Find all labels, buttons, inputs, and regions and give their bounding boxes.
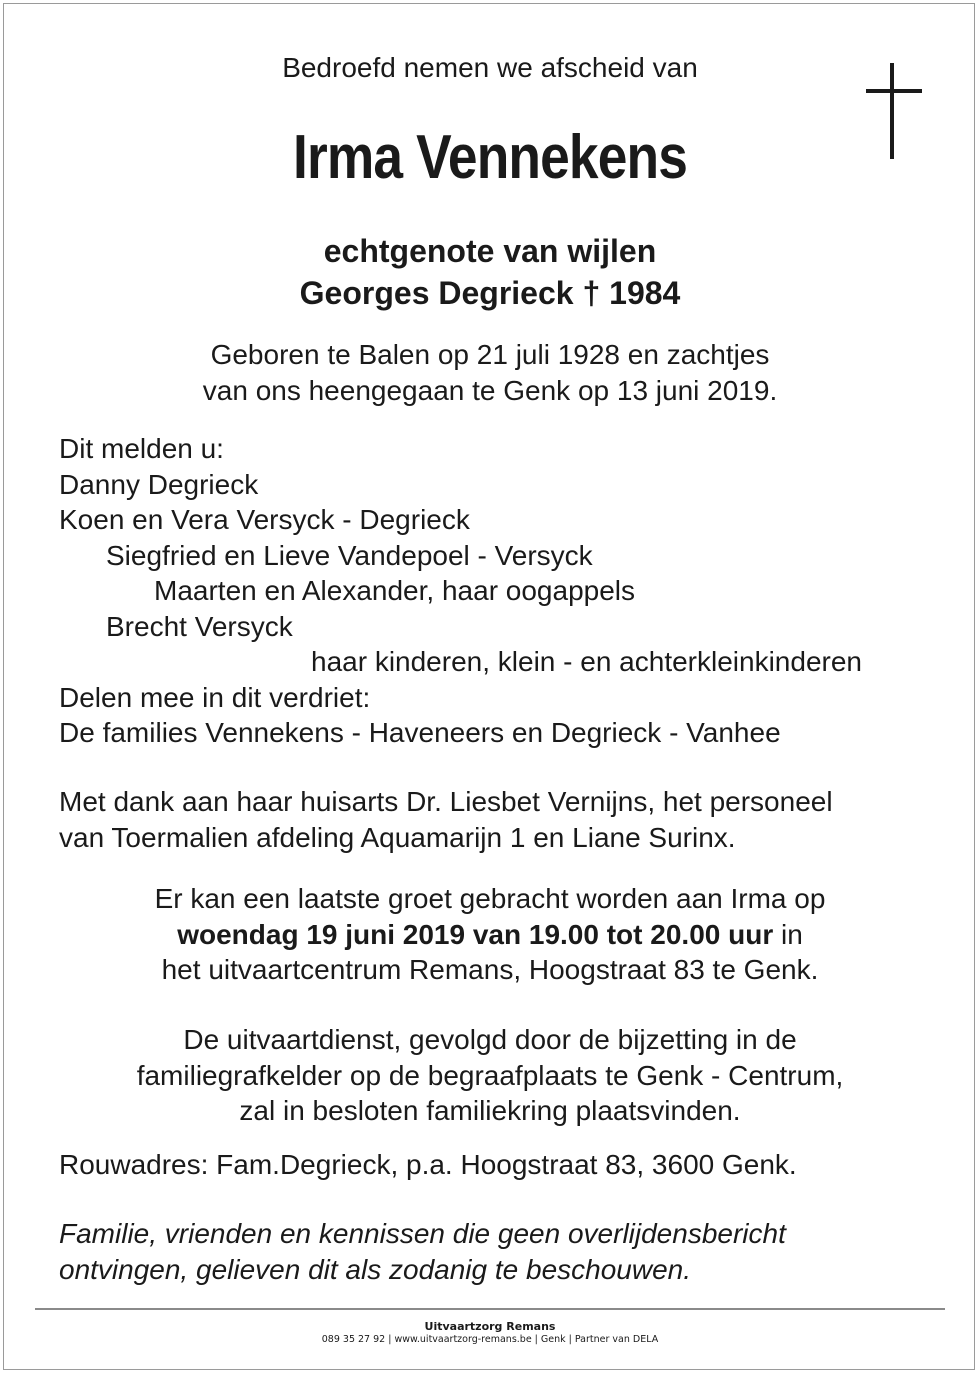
service-block [0, 1022, 980, 1129]
visit-line-3: het uitvaartcentrum Remans, Hoogstraat 83 te Genk. [161, 954, 819, 985]
mourning-address: Rouwadres: Fam.Degrieck, p.a. Hoogstraat 83, 3600 Genk. [59, 1149, 797, 1180]
announcers-heading: Dit melden u: [59, 433, 224, 464]
announcers-list [59, 431, 862, 751]
closing-line-2: ontvingen, gelieven dit als zodanig te beschouwen. [59, 1253, 691, 1285]
announcer-child: Danny Degrieck [59, 468, 259, 500]
thanks-block [59, 784, 833, 855]
funeral-home-name: Uitvaartzorg Remans [424, 1320, 556, 1333]
service-line-2: familiegrafkelder op de begraafplaats te Genk - Centrum, [136, 1059, 844, 1091]
announcer-grandchild: Brecht Versyck [106, 610, 293, 642]
announcers-relation: haar kinderen, klein - en achterkleinkinderen [311, 646, 862, 677]
service-line-3: zal in besloten familiekring plaatsvinden. [239, 1095, 741, 1126]
spouse-line-2: Georges Degrieck † 1984 [299, 275, 681, 311]
spouse-line-1: echtgenote van wijlen [323, 233, 657, 269]
funeral-home-contact: 089 35 27 92 | www.uitvaartzorg-remans.be | Genk | Partner van DELA [321, 1334, 659, 1345]
service-line-1: De uitvaartdienst, gevolgd door de bijzetting in de [183, 1024, 797, 1055]
visit-line-2-tail: in [773, 918, 803, 950]
birth-line-1: Geboren te Balen op 21 juli 1928 en zachtjes [210, 339, 770, 370]
visit-datetime: woendag 19 juni 2019 van 19.00 tot 20.00 uur [177, 918, 774, 950]
announcer-great-grandchildren: Maarten en Alexander, haar oogappels [154, 575, 636, 606]
opening-line: Bedroefd nemen we afscheid van [282, 52, 698, 83]
thanks-line-1: Met dank aan haar huisarts Dr. Liesbet Vernijns, het personeel [59, 786, 833, 817]
deceased-name: Irma Vennekens [292, 123, 688, 192]
visit-line-1: Er kan een laatste groet gebracht worden aan Irma op [154, 883, 826, 914]
announcer-child: Koen en Vera Versyck - Degrieck [59, 504, 470, 535]
footer-divider [35, 1308, 945, 1310]
thanks-line-2: van Toermalien afdeling Aquamarijn 1 en Liane Surinx. [59, 821, 736, 853]
visit-line-2 [0, 917, 980, 953]
families-line: De families Vennekens - Haveneers en Degrieck - Vanhee [59, 717, 781, 748]
closing-note [59, 1216, 786, 1287]
spouse-block [0, 230, 980, 314]
closing-line-1: Familie, vrienden en kennissen die geen overlijdensbericht [59, 1218, 786, 1249]
sharing-heading: Delen mee in dit verdriet: [59, 681, 371, 713]
birth-death-block [0, 337, 980, 408]
visitation-block [0, 881, 980, 988]
birth-line-2: van ons heengegaan te Genk op 13 juni 2019. [202, 374, 778, 406]
announcer-grandchild: Siegfried en Lieve Vandepoel - Versyck [106, 539, 593, 571]
